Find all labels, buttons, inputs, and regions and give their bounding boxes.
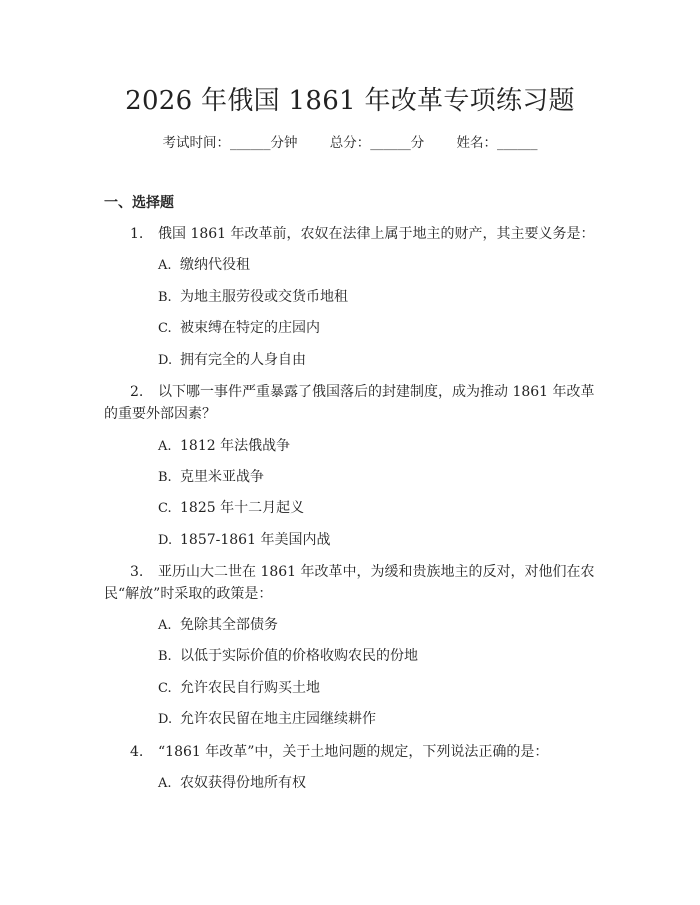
question-2 [104, 381, 596, 425]
score-label: 总分： [329, 135, 371, 151]
name-label: 姓名： [456, 135, 498, 151]
time-label: 考试时间： [162, 135, 230, 151]
option-3c [158, 678, 320, 699]
option-1d [158, 350, 306, 371]
question-text: 亚历山大二世在 1861 年改革中，为缓和贵族地主的反对，对他们在农民“解放”时采取的政策是： [104, 564, 595, 602]
score-blank: ______ [370, 135, 411, 151]
option-letter: D. [158, 353, 173, 368]
option-4a [158, 773, 306, 794]
option-text: 缴纳代役租 [180, 257, 250, 273]
student-name [457, 131, 538, 151]
option-letter: B. [158, 470, 172, 485]
option-letter: C. [158, 681, 172, 696]
option-letter: D. [158, 712, 173, 727]
option-text: 被束缚在特定的庄园内 [180, 320, 320, 336]
score-unit: 分 [410, 135, 425, 151]
option-text: 1825 年十二月起义 [180, 500, 305, 516]
option-1b [158, 287, 348, 308]
option-text: 为地主服劳役或交货币地租 [180, 289, 348, 305]
question-4 [104, 741, 596, 763]
option-text: 免除其全部债务 [180, 617, 278, 633]
name-blank: ______ [497, 135, 538, 151]
question-text: 以下哪一事件严重暴露了俄国落后的封建制度，成为推动 1861 年改革的重要外部因素？ [104, 384, 595, 422]
option-letter: A. [158, 439, 172, 454]
option-3a [158, 615, 278, 636]
option-text: 1812 年法俄战争 [180, 438, 291, 454]
question-3 [104, 561, 596, 605]
question-text: “1861 年改革”中，关于土地问题的规定，下列说法正确的是： [158, 744, 549, 760]
question-text: 俄国 1861 年改革前，农奴在法律上属于地主的财产，其主要义务是： [158, 226, 595, 242]
option-text: 拥有完全的人身自由 [180, 352, 306, 368]
option-3d [158, 709, 376, 730]
option-letter: C. [158, 501, 172, 516]
option-letter: A. [158, 258, 172, 273]
section-heading: 一、选择题 [104, 195, 174, 211]
exam-time [162, 131, 297, 151]
option-text: 以低于实际价值的价格收购农民的份地 [180, 648, 418, 664]
option-letter: A. [158, 618, 172, 633]
option-letter: D. [158, 533, 173, 548]
question-number: 3. [130, 564, 144, 580]
option-1a [158, 255, 250, 276]
option-letter: B. [158, 649, 172, 664]
time-blank: ______ [229, 135, 271, 151]
option-text: 1857-1861 年美国内战 [180, 532, 331, 548]
option-2a [158, 436, 290, 457]
option-text: 允许农民自行购买土地 [180, 680, 320, 696]
question-number: 4. [130, 744, 144, 760]
total-score [330, 131, 425, 151]
option-2c [158, 498, 304, 519]
option-letter: A. [158, 776, 172, 791]
question-number: 2. [130, 384, 144, 400]
time-unit: 分钟 [270, 135, 298, 151]
question-number: 1. [130, 226, 144, 242]
page-title: 2026 年俄国 1861 年改革专项练习题 [125, 86, 575, 116]
option-text: 允许农民留在地主庄园继续耕作 [180, 711, 376, 727]
option-3b [158, 646, 418, 667]
option-letter: B. [158, 290, 172, 305]
question-1 [104, 223, 596, 245]
option-letter: C. [158, 321, 172, 336]
option-2b [158, 467, 264, 488]
option-2d [158, 530, 330, 551]
option-text: 农奴获得份地所有权 [180, 775, 306, 791]
option-1c [158, 318, 320, 339]
exam-meta [0, 131, 700, 151]
option-text: 克里米亚战争 [180, 469, 264, 485]
